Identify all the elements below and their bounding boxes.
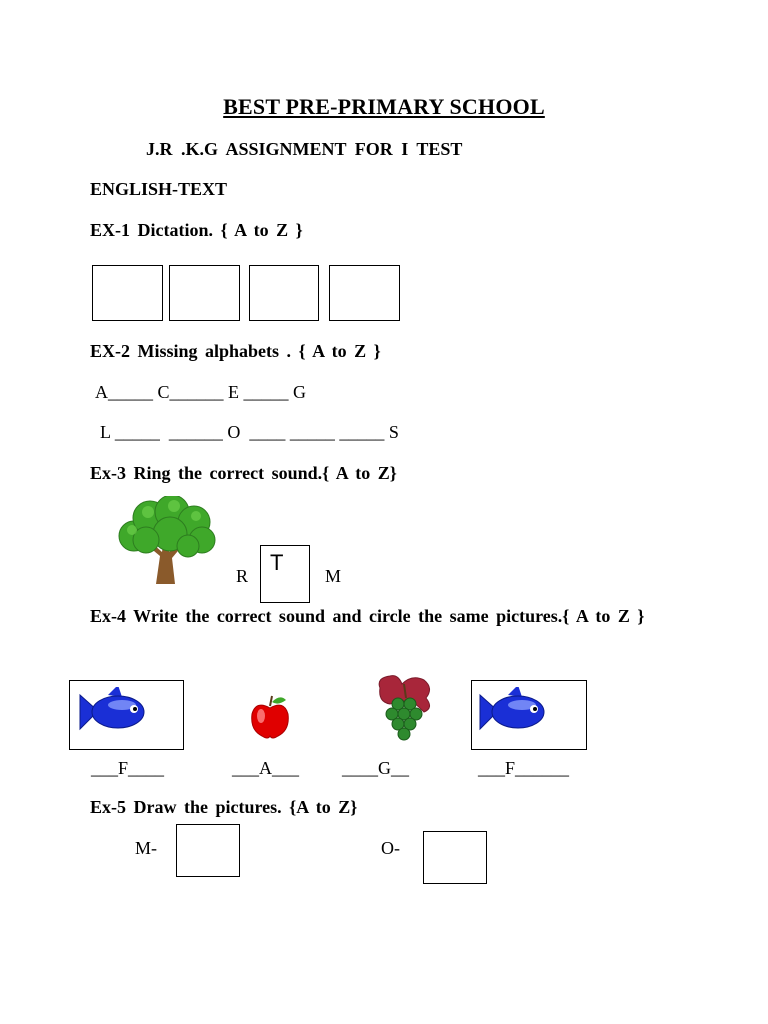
sound-option-t: T: [270, 550, 284, 575]
sound-option-t-box[interactable]: [260, 545, 310, 603]
fish-icon: [478, 687, 548, 737]
section-heading: ENGLISH-TEXT: [90, 179, 228, 199]
missing-letters-line-1: A_____ C______ E _____ G: [95, 382, 306, 402]
ex4-heading: Ex-4 Write the correct sound and circle the same pictures.{ A to Z }: [90, 606, 645, 626]
blank-fish-1[interactable]: ___F____: [91, 758, 165, 778]
fish-icon: [78, 687, 148, 737]
dictation-box-1[interactable]: [92, 265, 163, 321]
tree-icon: [112, 496, 218, 586]
ex5-heading: Ex-5 Draw the pictures. {A to Z}: [90, 797, 358, 817]
grapes-icon: [372, 674, 438, 744]
picture-box-4[interactable]: [471, 680, 587, 750]
blank-apple[interactable]: ___A___: [232, 758, 299, 778]
picture-box-1[interactable]: [69, 680, 184, 750]
dictation-box-2[interactable]: [169, 265, 240, 321]
blank-fish-2[interactable]: ___F______: [478, 758, 570, 778]
draw-label-m: M-: [135, 838, 157, 858]
dictation-box-4[interactable]: [329, 265, 400, 321]
sound-option-m[interactable]: M: [325, 566, 342, 586]
ex2-heading: EX-2 Missing alphabets . { A to Z }: [90, 341, 381, 361]
ex1-heading: EX-1 Dictation. { A to Z }: [90, 220, 303, 240]
assignment-subtitle: J.R .K.G ASSIGNMENT FOR I TEST: [146, 139, 463, 159]
draw-box-m[interactable]: [176, 824, 240, 877]
school-title: BEST PRE-PRIMARY SCHOOL: [223, 94, 545, 119]
apple-icon: [248, 694, 292, 740]
blank-grapes[interactable]: ____G__: [342, 758, 409, 778]
ex3-heading: Ex-3 Ring the correct sound.{ A to Z}: [90, 463, 397, 483]
draw-box-o[interactable]: [423, 831, 487, 884]
missing-letters-line-2: L _____ ______ O ____ _____ _____ S: [100, 422, 399, 442]
draw-label-o: O-: [381, 838, 400, 858]
dictation-box-3[interactable]: [249, 265, 319, 321]
sound-option-r[interactable]: R: [236, 566, 249, 586]
